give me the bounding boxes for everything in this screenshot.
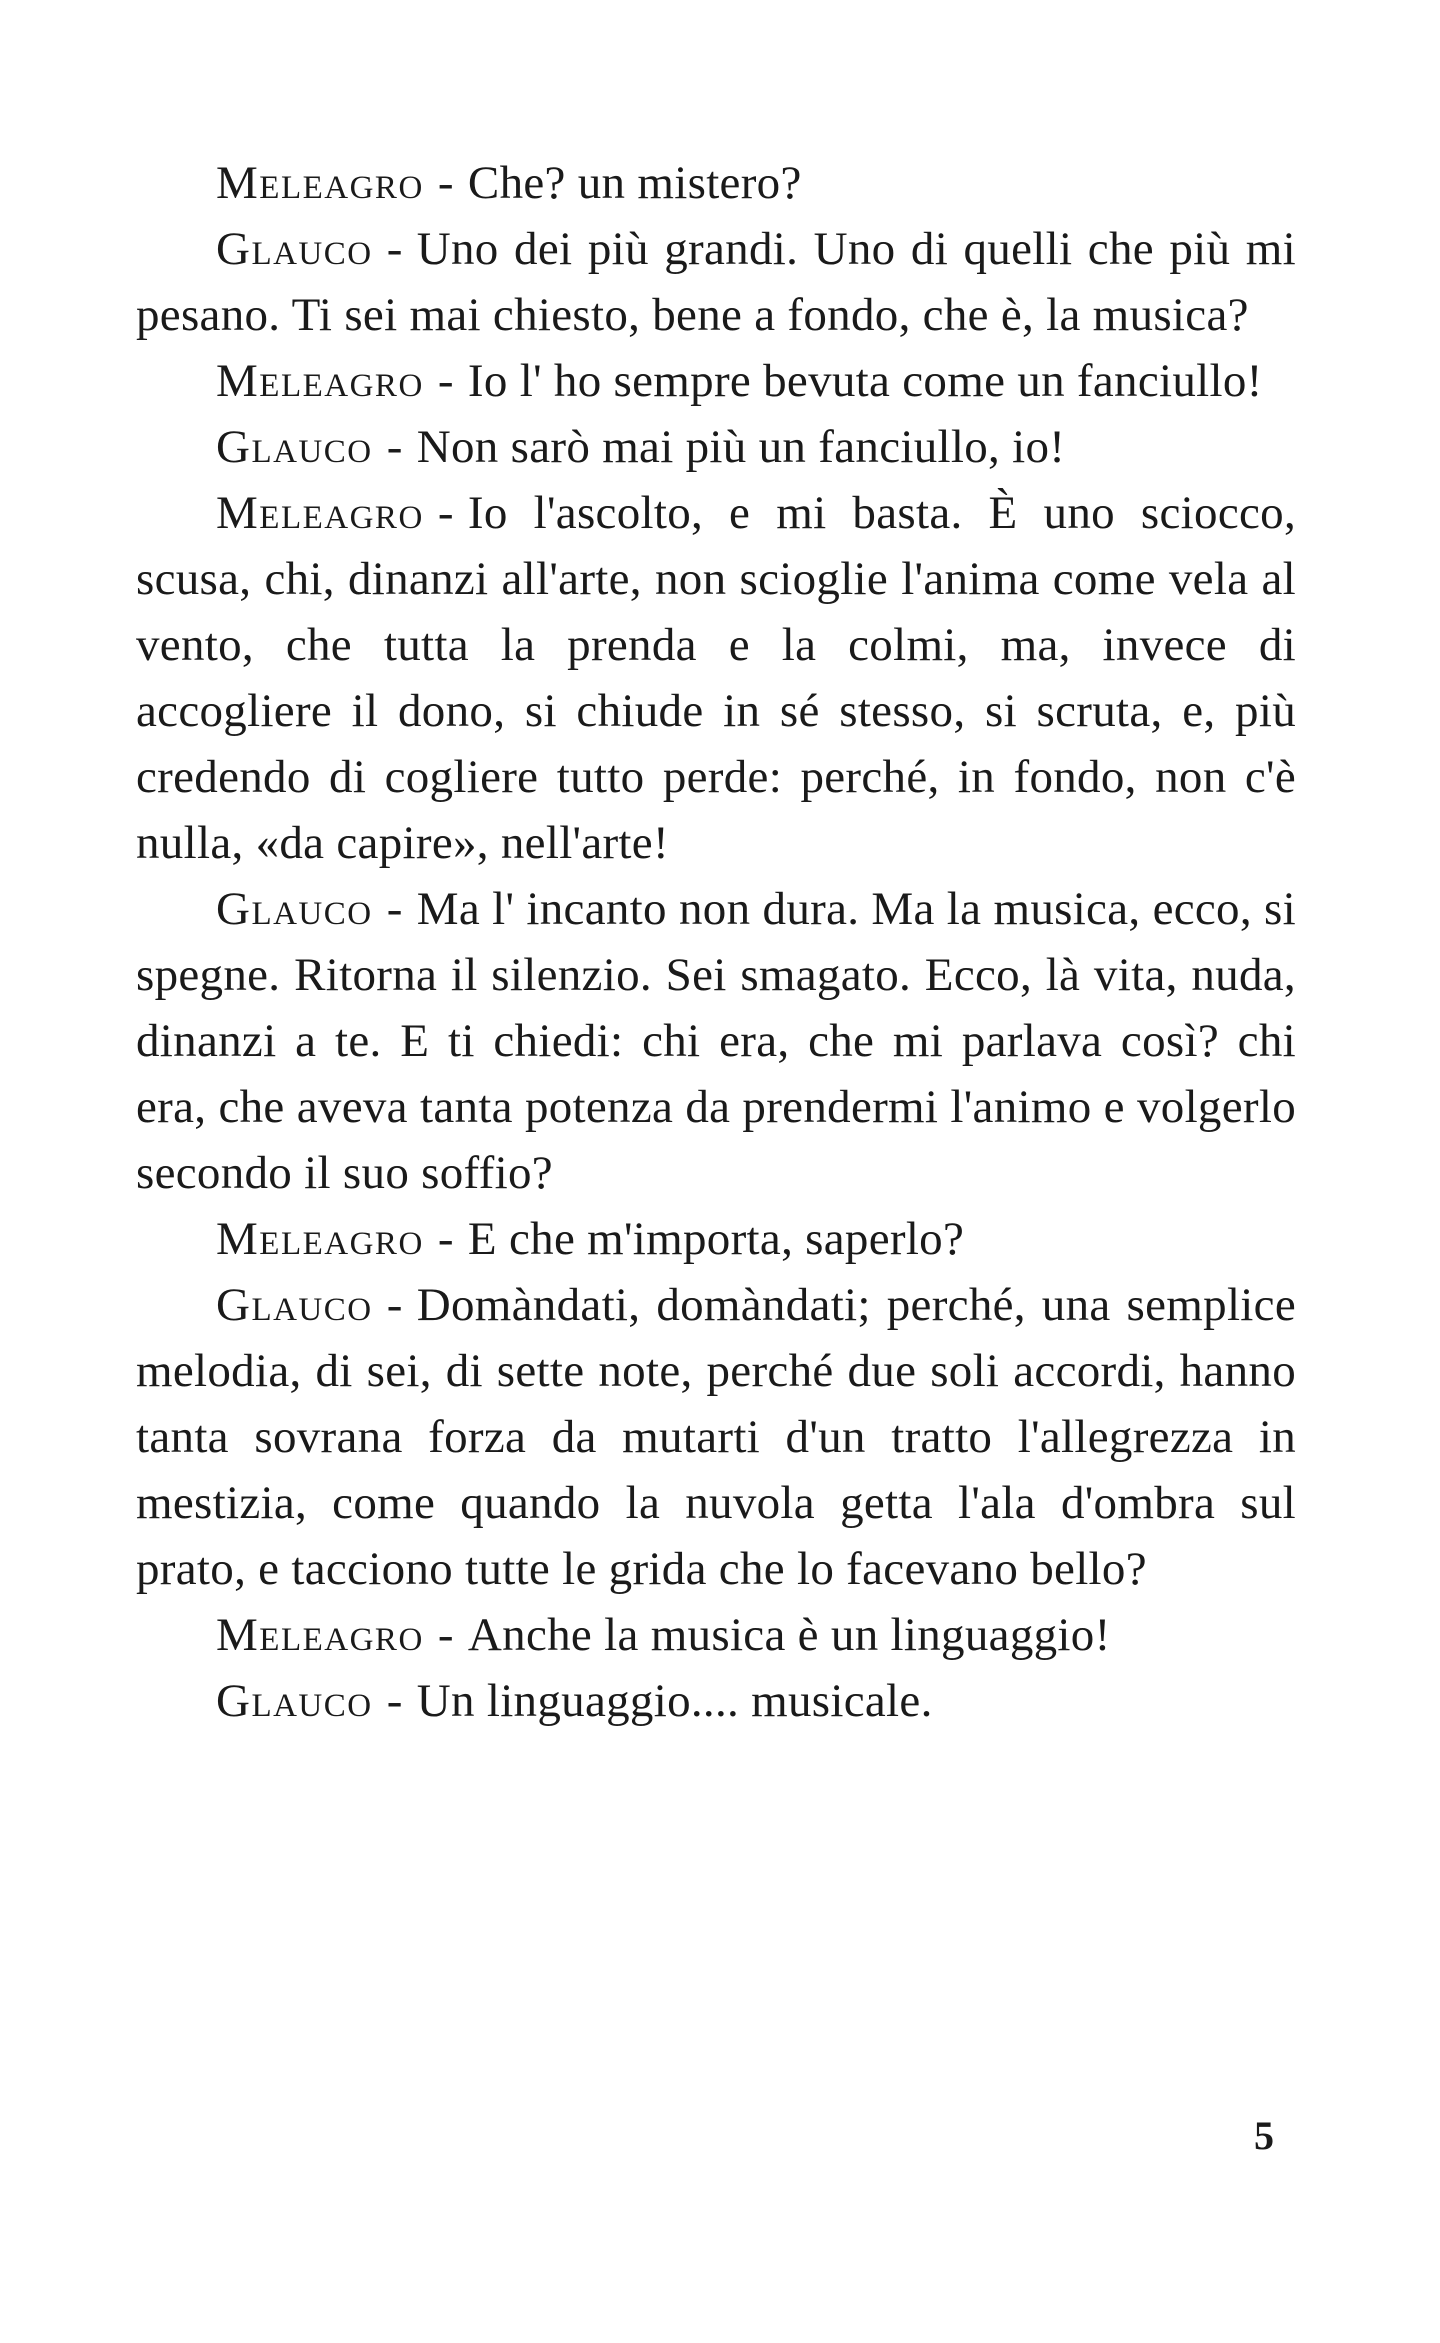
speaker-separator: - [386, 223, 403, 275]
speaker-name: Meleagro [216, 1213, 424, 1265]
speaker-separator: - [437, 487, 454, 539]
speaker-separator: - [437, 1213, 454, 1265]
speaker-name: Meleagro [216, 355, 424, 407]
dialogue-text: Che? un mistero? [467, 157, 802, 209]
dialogue-line [136, 1602, 1296, 1668]
speaker-name: Meleagro [216, 1609, 424, 1661]
dialogue-text: Domàndati, domàndati; perché, una semplice melodia, di sei, di sette note, perché due soli accordi, hanno tanta sovrana forza da mutarti d'un tratto l'allegrezza in mestizia, come quando la nuvola getta l'ala d'ombra sul prato, e tacciono tutte le grida che lo facevano bello? [136, 1279, 1296, 1595]
speaker-name: Meleagro [216, 487, 424, 539]
speaker-separator: - [386, 883, 403, 935]
speaker-separator: - [437, 157, 454, 209]
dialogue-text: E che m'importa, saperlo? [467, 1213, 965, 1265]
speaker-separator: - [386, 1675, 403, 1727]
dialogue-text: Uno dei più grandi. Uno di quelli che più mi pesano. Ti sei mai chiesto, bene a fondo, che è, la musica? [136, 223, 1296, 341]
page-number: 5 [1254, 2113, 1274, 2158]
speaker-name: Glauco [216, 1279, 373, 1331]
dialogue-text: Io l'ascolto, e mi basta. È uno sciocco, scusa, chi, dinanzi all'arte, non scioglie l'anima come vela al vento, che tutta la prenda e la colmi, ma, invece di accogliere il dono, si chiude in sé stesso, si scruta, e, più credendo di cogliere tutto perde: perché, in fondo, non c'è nulla, «da capire», nell'arte! [136, 487, 1296, 869]
speaker-name: Glauco [216, 883, 373, 935]
dialogue-text: Anche la musica è un linguaggio! [467, 1609, 1111, 1661]
book-page [136, 150, 1296, 1734]
dialogue-line [136, 216, 1296, 348]
speaker-separator: - [386, 1279, 403, 1331]
speaker-separator: - [437, 355, 454, 407]
speaker-separator: - [437, 1609, 454, 1661]
speaker-name: Meleagro [216, 157, 424, 209]
dialogue-line [136, 1668, 1296, 1734]
dialogue-line [136, 1272, 1296, 1602]
speaker-name: Glauco [216, 421, 373, 473]
dialogue-text: Non sarò mai più un fanciullo, io! [416, 421, 1066, 473]
dialogue-text: Un linguaggio.... musicale. [416, 1675, 933, 1727]
dialogue-line [136, 876, 1296, 1206]
speaker-separator: - [386, 421, 403, 473]
dialogue-line [136, 480, 1296, 876]
dialogue-line [136, 348, 1296, 414]
speaker-name: Glauco [216, 223, 373, 275]
speaker-name: Glauco [216, 1675, 373, 1727]
dialogue-text: Ma l' incanto non dura. Ma la musica, ecco, si spegne. Ritorna il silenzio. Sei smagato. Ecco, là vita, nuda, dinanzi a te. E ti chiedi: chi era, che mi parlava così? chi era, che aveva tanta potenza da prendermi l'animo e volgerlo secondo il suo soffio? [136, 883, 1296, 1199]
dialogue-line [136, 414, 1296, 480]
dialogue-line [136, 1206, 1296, 1272]
dialogue-text: Io l' ho sempre bevuta come un fanciullo! [467, 355, 1263, 407]
dialogue-line [136, 150, 1296, 216]
